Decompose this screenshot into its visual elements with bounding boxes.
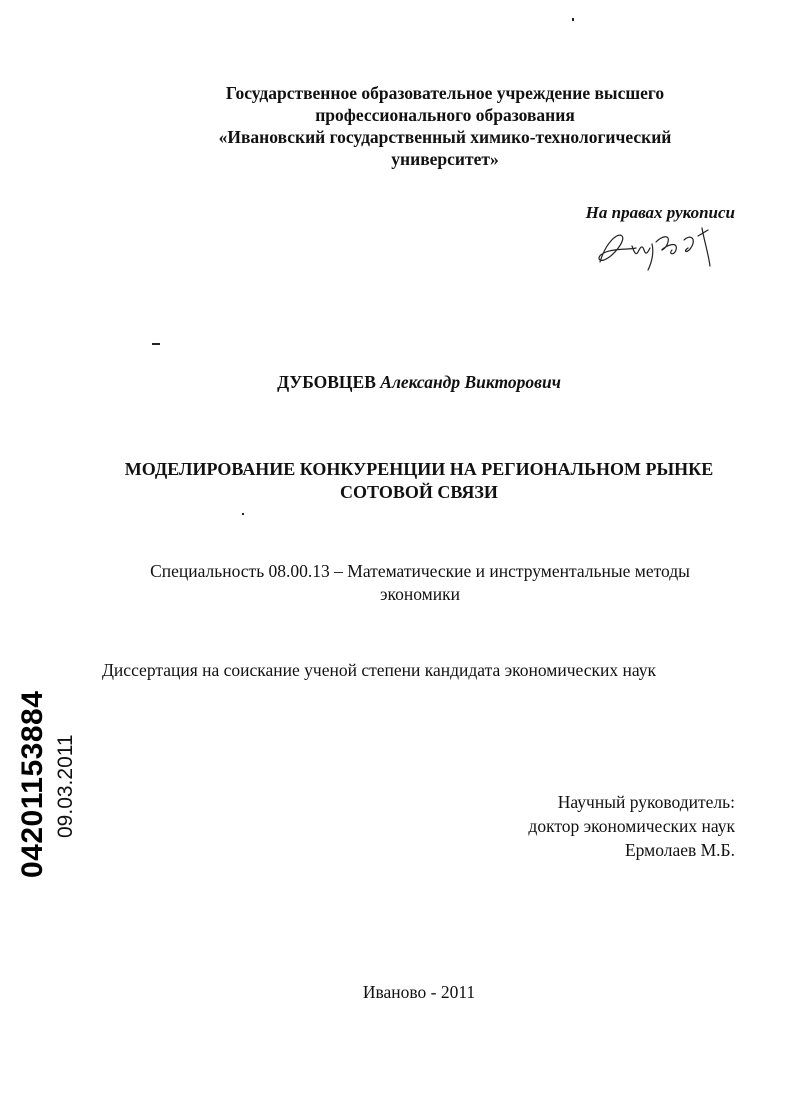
author-given-names: Александр Викторович [380, 372, 561, 392]
author-name [0, 372, 792, 393]
author-surname: ДУБОВЦЕВ [277, 372, 376, 392]
advisor-degree: доктор экономических наук [528, 816, 735, 836]
stamp-date-text: 09.03.2011 [54, 734, 77, 838]
advisor-label: Научный руководитель: [557, 792, 735, 812]
scan-speck [242, 513, 244, 515]
title-line: СОТОВОЙ СВЯЗИ [340, 482, 498, 502]
signature-icon [592, 222, 722, 274]
scan-speck [572, 18, 574, 21]
degree-statement: Диссертация на соискание ученой степени кандидата экономических наук [102, 660, 656, 680]
advisor-name: Ермолаев М.Б. [624, 840, 735, 860]
thesis-title [60, 458, 778, 504]
manuscript-note: На правах рукописи [585, 203, 735, 222]
specialty [100, 560, 740, 606]
org-line: Государственное образовательное учреждение высшего [225, 83, 665, 103]
specialty-line: Специальность 08.00.13 – Математические и инструментальные методы [150, 561, 690, 581]
stamp-date [56, 718, 76, 838]
city-year: Иваново - 2011 [362, 982, 476, 1002]
title-line: МОДЕЛИРОВАНИЕ КОНКУРЕНЦИИ НА РЕГИОНАЛЬНОМ РЫНКЕ [124, 459, 714, 479]
advisor-block [528, 790, 735, 862]
org-line: «Ивановский государственный химико-технологический [218, 127, 672, 147]
org-line: университет» [391, 149, 499, 169]
barcode-number-stamp [16, 648, 49, 878]
scan-speck [152, 343, 160, 345]
barcode-number: 04201153884 [16, 690, 49, 878]
organization-header [150, 82, 740, 170]
specialty-line: экономики [380, 584, 460, 604]
org-line: профессионального образования [315, 105, 575, 125]
